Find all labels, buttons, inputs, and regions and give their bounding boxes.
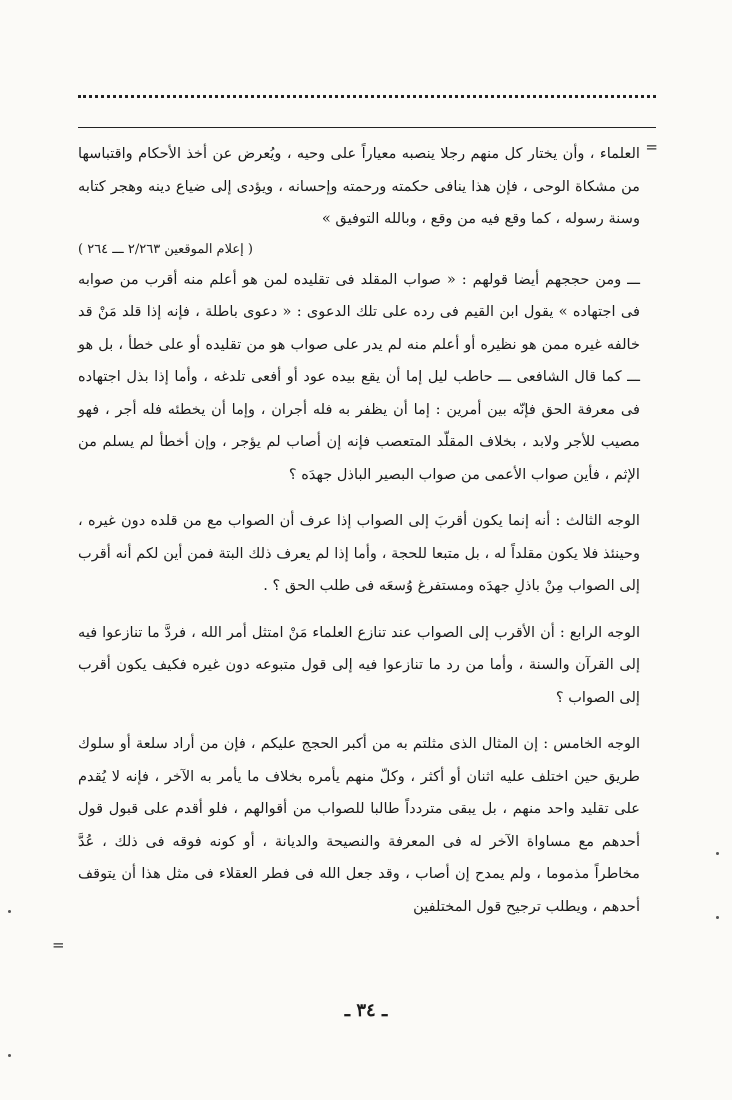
scan-speck [716,916,719,919]
scan-speck [8,1054,11,1057]
page-number: ـ ٣٤ ـ [344,1000,388,1021]
scan-speck [8,910,11,913]
body-text [78,138,640,923]
scan-speck [716,852,719,855]
paragraph-5: الوجه الخامس : إن المثال الذى مثلتم به من أكبر الحجج عليكم ، فإن من أراد سلعة أو سلوك طريق حين اختلف عليه اثنان أو أكثر ، وكلّ منهم يأمره بخلاف ما يأمر به الآخر ، فإنه لا يُقدم على تقليد واحد منهم ، بل يبقى متردداً طالبا للصواب من أقوالهم ، فلو أقدم على قبول قول أحدهم مع مساواة الآخر له فى المعرفة والنصيحة والديانة ، أو كونه فوقه فى ذلك ، عُدَّ مخاطراً مذموما ، ولم يمدح إن أصاب ، وقد جعل الله فى فطر العقلاء فى مثل هذا أن يتوقف أحدهم ، ويطلب ترجيح قول المختلفين [78,735,640,915]
paragraph-4: الوجه الرابع : أن الأقرب إلى الصواب عند تنازع العلماء مَنْ امتثل أمر الله ، فردَّ ما تنازعوا فيه إلى القرآن والسنة ، وأما من رد ما تنازعوا فيه إلى قول متبوعه دون غيره فكيف يكون أقرب إلى الصواب ؟ [78,623,640,706]
paragraph-2: ـــ ومن حججهم أيضا قولهم : « صواب المقلد فى تقليده لمن هو أعلم منه أقرب من صوابه فى اجتهاده » يقول ابن القيم فى رده على تلك الدعوى : « دعوى باطلة ، فإنه إذا قلد مَنْ قد خالفه غيره ممن هو نظيره أو أعلم منه لم يدر على صواب هو من تقليده أو على خطأ ، بل هو ـــ كما قال الشافعى ـــ حاطب ليل إما أن يقع بيده عود أو أفعى تلدغه ، وأما إذا بذل اجتهاده فى معرفة الحق فإنّه بين أمرين : إما أن يظفر به فله أجران ، وإما أن يخطئه فله أجر ، فهو مصيب للأجر ولابد ، بخلاف المقلّد المتعصب فإنه إن أصاب لم يؤجر ، وإن أخطأ لم يسلم من الإثم ، فأين صواب الأعمى من صواب البصير الباذل جهدَه ؟ [78,270,640,483]
paragraph-3: الوجه الثالث : أنه إنما يكون أقربَ إلى الصواب إذا عرف أن الصواب مع من قلده دون غيره ، وحينئذ فلا يكون مقلداً له ، بل متبعا للحجة ، وأما إذا لم يعرف ذلك البتة فمن أين لكم أنه أقرب إلى الصواب مِنْ باذلِ جهدَه ومستفرغ وُسعَه فى طلب الحق ؟ . [78,512,640,594]
header-dotted-rule [78,95,656,98]
header-solid-rule [78,127,656,128]
source-citation: ( إعلام الموقعين ٢/٢٦٣ ـــ ٢٦٤ ) [78,241,253,257]
continuation-mark-top: = [645,138,658,156]
paragraph-1: العلماء ، وأن يختار كل منهم رجلا ينصبه معياراً على وحيه ، ويُعرض عن أخذ الأحكام واقتباسها من مشكاة الوحى ، فإن هذا ينافى حكمته ورحمته وإحسانه ، ويؤدى إلى ضياع دينه وهجر كتابه وسنة رسوله ، كما وقع فيه من وقع ، وبالله التوفيق » [78,145,640,227]
continuation-mark-bottom: = [52,936,65,954]
